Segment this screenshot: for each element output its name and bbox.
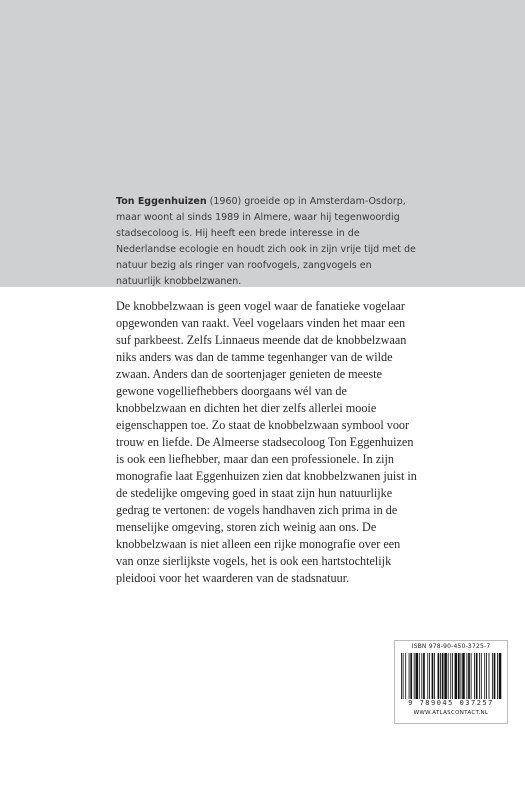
barcode-bar bbox=[489, 653, 490, 699]
barcode-bar bbox=[410, 653, 412, 699]
author-name: Ton Eggenhuizen bbox=[116, 196, 207, 207]
barcode-bar bbox=[409, 653, 410, 699]
barcode-bar bbox=[481, 653, 482, 699]
barcode-digits: 9 789045 037257 bbox=[408, 699, 494, 707]
barcode-bar bbox=[440, 653, 441, 699]
barcode-bar bbox=[419, 653, 420, 699]
barcode-bar bbox=[497, 653, 498, 699]
barcode-bar bbox=[455, 653, 458, 699]
barcode-bar bbox=[450, 653, 451, 699]
barcode-bar bbox=[442, 653, 444, 699]
author-bio-text: (1960) groeide op in Amsterdam-Osdorp, maar woont al sinds 1989 in Almere, waar hij tegenwoordig stadsecoloog is. Hij heeft een brede interesse in de Nederlandse ecologie en houdt zich ook in zijn vrije tijd met de natuur bezig als ringer van roofvogels, zangvogels en natuurlijk knobbelzwanen. bbox=[116, 196, 416, 287]
barcode-bar bbox=[474, 653, 475, 699]
barcode-bar bbox=[415, 653, 418, 699]
barcode-bar bbox=[466, 653, 467, 699]
barcode-bar bbox=[434, 653, 435, 699]
barcode-bar bbox=[462, 653, 465, 699]
top-panel bbox=[0, 0, 525, 287]
barcode-bar bbox=[479, 653, 480, 699]
barcode-bar bbox=[484, 653, 485, 699]
barcode-bar bbox=[427, 653, 428, 699]
barcode-bar bbox=[401, 653, 402, 699]
barcode-bar bbox=[405, 653, 406, 699]
author-bio bbox=[116, 194, 416, 290]
isbn-barcode bbox=[394, 640, 508, 724]
barcode-bar bbox=[492, 653, 493, 699]
barcode-bar bbox=[499, 653, 502, 699]
barcode-bar bbox=[444, 653, 447, 699]
barcode-bars bbox=[399, 653, 503, 699]
barcode-bar bbox=[458, 653, 460, 699]
barcode-bar bbox=[438, 653, 440, 699]
barcode-bar bbox=[494, 653, 496, 699]
book-blurb: De knobbelzwaan is geen vogel waar de fanatieke vogelaar opgewonden van raakt. Veel vogelaars vinden het maar een suf parkbeest. Zelfs Linnaeus meende dat de knobbelzwaan niks anders was dan de tamme tegenhanger van de wilde zwaan. Anders dan de soortenjager genieten de meeste gewone vogelliefhebbers doorgaans wél van de knobbelzwaan en dichten het dier zelfs allerlei mooie eigenschappen toe. Zo staat de knobbelzwaan symbool voor trouw en liefde. De Almeerse stadsecoloog Ton Eggenhuizen is ook een liefhebber, maar dan een professionele. In zijn monografie laat Eggenhuizen zien dat knobbelzwanen juist in de stedelijke omgeving goed in staat zijn hun natuurlijke gedrag te vertonen: de vogels handhaven zich prima in de menselijke omgeving, storen zich weinig aan ons. De knobbelzwaan is niet alleen een rijke monografie over een van onze sierlijkste vogels, het is ook een hartstochtelijk pleidooi voor het waarderen van de stadsnatuur. bbox=[116, 299, 417, 585]
barcode-bar bbox=[461, 653, 462, 699]
barcode-bar bbox=[432, 653, 434, 699]
barcode-bar bbox=[423, 653, 425, 699]
isbn-label: ISBN 978-90-450-3725-7 bbox=[411, 643, 491, 650]
barcode-bar bbox=[452, 653, 453, 699]
barcode-bar bbox=[414, 653, 415, 699]
barcode-bar bbox=[421, 653, 422, 699]
barcode-bar bbox=[486, 653, 487, 699]
publisher-website: WWW.ATLASCONTACT.NL bbox=[413, 710, 489, 716]
barcode-bar bbox=[429, 653, 430, 699]
barcode-bar bbox=[403, 653, 404, 699]
barcode-bar bbox=[471, 653, 472, 699]
barcode-bar bbox=[448, 653, 449, 699]
barcode-bar bbox=[468, 653, 470, 699]
barcode-bar bbox=[476, 653, 478, 699]
